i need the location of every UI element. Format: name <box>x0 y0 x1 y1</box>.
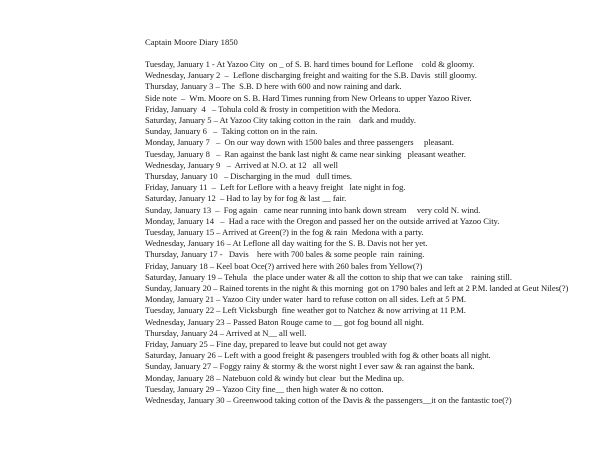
diary-entry: Sunday, January 6 – Taking cotton on in the rain. <box>145 126 318 137</box>
diary-entry: Saturday, January 26 – Left with a good freight & pasengers troubled with fog & other boats all night. <box>145 350 491 361</box>
diary-entry: Monday, January 7 – On our way down with 1500 bales and three passengers pleasant. <box>145 137 454 148</box>
diary-entry: Sunday, January 27 – Foggy rainy & stormy & the worst night I ever saw & ran against the bank. <box>145 361 475 372</box>
document-title: Captain Moore Diary 1850 <box>145 37 238 47</box>
diary-entry: Wednesday, January 9 – Arrived at N.O. at 12 all well <box>145 159 338 170</box>
diary-entry: Monday, January 14 – Had a race with the Oregon and passed her on the outside arrived at Yazoo City. <box>145 215 500 226</box>
diary-entry: Saturday, January 5 – At Yazoo City taking cotton in the rain dark and muddy. <box>145 115 416 126</box>
diary-entry: Thursday, January 24 – Arrived at N__ all well. <box>145 327 307 338</box>
diary-entry: Wednesday, January 30 – Greenwood taking cotton of the Davis & the passengers__it on the fantastic toe(?) <box>145 395 512 406</box>
diary-entry: Wednesday, January 23 – Passed Baton Rouge came to __ got fog bound all night. <box>145 316 424 327</box>
diary-entry: Monday, January 28 – Natebuon cold & windy but clear but the Medina up. <box>145 372 404 383</box>
diary-entry: Monday, January 21 – Yazoo City under water hard to refuse cotton on all sides. Left at 5 PM. <box>145 294 467 305</box>
diary-entries <box>145 59 585 406</box>
diary-entry: Friday, January 4 – Tohula cold & frosty in competition with the Medora. <box>145 103 401 114</box>
diary-page <box>145 36 585 406</box>
diary-entry: Friday, January 25 – Fine day, prepared to leave but could not get away <box>145 339 387 350</box>
diary-entry: Wednesday, January 16 – At Leflone all day waiting for the S. B. Davis not her yet. <box>145 238 428 249</box>
diary-entry: Sunday, January 13 – Fog again came near running into bank down stream very cold N. wind. <box>145 204 481 215</box>
diary-entry: Tuesday, January 8 – Ran against the bank last night & came near sinking pleasant weather. <box>145 148 466 159</box>
diary-entry: Saturday, January 12 – Had to lay by for fog & last __ fair. <box>145 193 347 204</box>
diary-entry: Tuesday, January 1 - At Yazoo City on _ of S. B. hard times bound for Leflone cold & gloomy. <box>145 59 475 69</box>
diary-entry: Friday, January 11 – Left for Leflore with a heavy freight late night in fog. <box>145 182 406 193</box>
diary-entry: Thursday, January 3 – The S.B. D here with 600 and now raining and dark. <box>145 81 402 92</box>
diary-entry: Tuesday, January 29 – Yazoo City fine__ then high water & no cotton. <box>145 383 384 394</box>
diary-entry: Friday, January 18 – Keel boat Oce(?) arrived here with 260 bales from Yellow(?) <box>145 260 423 271</box>
diary-entry: Thursday, January 10 – Discharging in the mud dull times. <box>145 171 352 182</box>
diary-entry: Thursday, January 17 - Davis here with 700 bales & some people rain raining. <box>145 249 425 260</box>
diary-entry: Tuesday, January 22 – Left Vicksburgh fine weather got to Natchez & now arriving at 11 P.M. <box>145 305 466 316</box>
diary-entry: Saturday, January 19 – Tehula the place under water & all the cotton to ship that we can take raining still. <box>145 271 512 282</box>
diary-entry: Sunday, January 20 – Rained torents in the night & this morning got on 1790 bales and left at 2 P.M. landed at Geut Niles(?) <box>145 283 569 294</box>
diary-entry: Tuesday, January 15 – Arrived at Green(?) in the fog & rain Medona with a party. <box>145 227 424 238</box>
diary-entry: Side note – Wm. Moore on S. B. Hard Times running from New Orleans to upper Yazoo River. <box>145 92 472 103</box>
diary-entry: Wednesday, January 2 – Leflone discharging freight and waiting for the S.B. Davis still gloomy. <box>145 70 477 81</box>
